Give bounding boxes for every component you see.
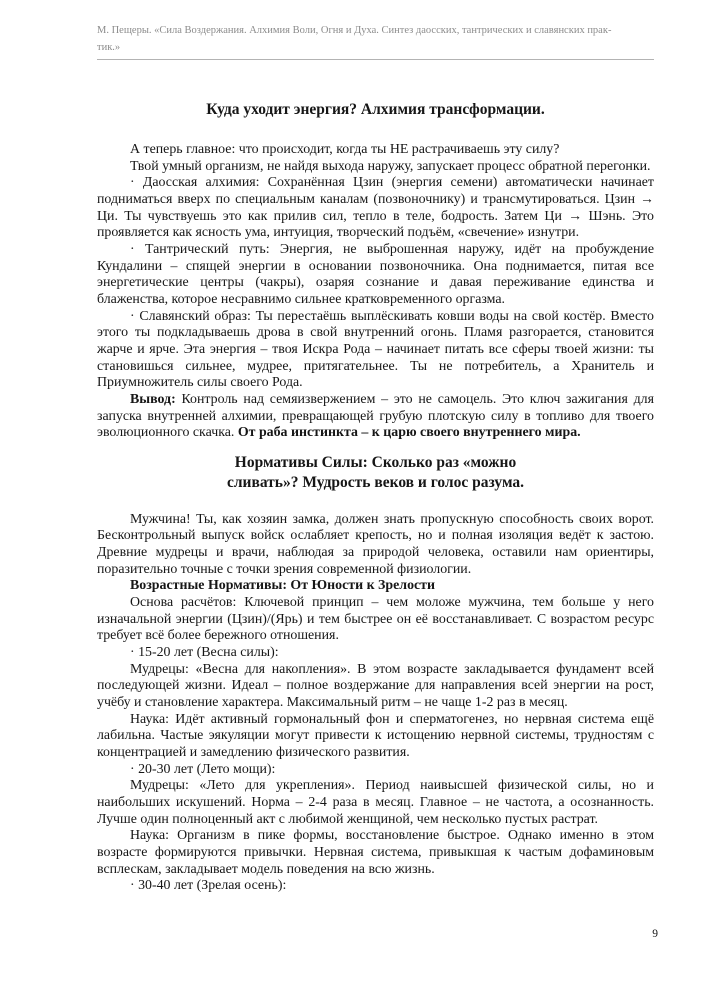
bullet-age-30-40: · 30-40 лет (Зрелая осень): [130,878,287,894]
paragraph-science-spring: Наука: Идёт активный гормональный фон и сперматогенез, но нервная система ещё лабильна. Частые эякуляции могут привести к истощению нервной системы, трудностям с концентрацией и замедлению физического развития. [97,711,654,760]
running-header [97,23,654,56]
running-header-line1: М. Пещеры. «Сила Воздержания. Алхимия Воли, Огня и Духа. Синтез даосских, тантрических и славянских прак- [97,25,612,36]
page-number: 9 [652,928,658,940]
paragraph-organism: Твой умный организм, не найдя выхода наружу, запускает процесс обратной перегонки. [130,158,651,174]
bullet-age-20-30: · 20-30 лет (Лето мощи): [130,761,276,777]
conclusion-body: Контроль над семяизвержением – это не самоцель. Это ключ зажигания для запуска внутренней алхимии, превращающей грубую плотскую силу в топливо для твоего эволюционного скачка. [97,391,654,441]
paragraph-sages-summer: Мудрецы: «Лето для укрепления». Период наивысшей физической силы, но и наибольших искушений. Норма – 2-4 раза в месяц. Главное – не частота, а осознанность. Лучше один полноценный акт с любимой женщиной, чем несколько пустых растрат. [97,778,654,827]
paragraph-conclusion [97,392,654,442]
bullet-tantra-path: · Тантрический путь: Энергия, не выброшенная наружу, идёт на пробуждение Кундалини – спящей энергии в основании позвоночника. Она поднимается, питая все энергетические центры (чакры), озаряя сознание и давая переживание единства и блаженства, которое несравнимо сильнее кратковременного оргазма. [97,241,654,307]
paragraph-intro: А теперь главное: что происходит, когда ты НЕ растрачиваешь эту силу? [130,142,560,157]
paragraph-science-summer: Наука: Организм в пике формы, восстановление быстрое. Однако именно в этом возрасте формируются привычки. Нервная система, привыкшая к частым дофаминовым всплескам, закладывает модель поведения на всю жизнь. [97,828,654,877]
section-heading [97,453,654,494]
header-divider [97,59,654,60]
paragraph-calc-basis: Основа расчётов: Ключевой принцип – чем моложе мужчина, тем больше у него изначальной энергии (Цзин)/(Ярь) и тем быстрее он её восстанавливает. С возрастом ресурс требует всё более бережного отношения. [97,595,654,644]
chapter-title: Куда уходит энергия? Алхимия трансформации. [206,101,545,118]
conclusion-lead: Вывод: [130,391,176,407]
subheading-age-norms: Возрастные Нормативы: От Юности к Зрелости [130,578,436,594]
section-heading-line1: Нормативы Силы: Сколько раз «можно [234,453,517,471]
bullet-dao-alchemy: · Даосская алхимия: Сохранённая Цзин (энергия семени) автоматически начинает подниматься вверх по специальным каналам (позвоночнику) и трансмутироваться. Цзин → Ци. Ты чувствуешь это как прилив сил, тепло в теле, бодрость. Затем Ци → Шэнь. Это проявляется как ясность ума, интуиция, творческий подъём, «свечение» изнутри. [97,175,654,241]
bullet-age-15-20: · 15-20 лет (Весна силы): [130,645,279,661]
paragraph-fortress: Мужчина! Ты, как хозяин замка, должен знать пропускную способность своих ворот. Бесконтрольный выпуск войск ослабляет крепость, но и полная изоляция ведёт к застою. Древние мудрецы и врачи, наблюдая за природой человека, оставили нам ориентиры, поразительно точные с точки зрения современной физиологии. [97,511,654,577]
paragraph-sages-spring: Мудрецы: «Весна для накопления». В этом возрасте закладывается фундамент всей последующей жизни. Идеал – полное воздержание для направления всей энергии на рост, учёбу и становление характера. Максимальный ритм – не чаще 1-2 раз в месяц. [97,661,654,711]
bullet-slavic-image: · Славянский образ: Ты перестаёшь выплёскивать ковши воды на свой костёр. Вместо этого ты подкладываешь дрова в свой внутренний огонь. Пламя разгорается, становится жарче и ярче. Эта энергия – твоя Искра Рода – начинает питать все сферы твоей жизни: ты становишься сильнее, мудрее, притягательнее. Ты не потребитель, а Хранитель и Приумножитель силы своего Рода. [97,308,654,391]
section-heading-line2: сливать»? Мудрость веков и голос разума. [226,474,525,492]
conclusion-tail: От раба инстинкта – к царю своего внутреннего мира. [237,425,581,441]
running-header-line2: тик.» [97,41,121,53]
